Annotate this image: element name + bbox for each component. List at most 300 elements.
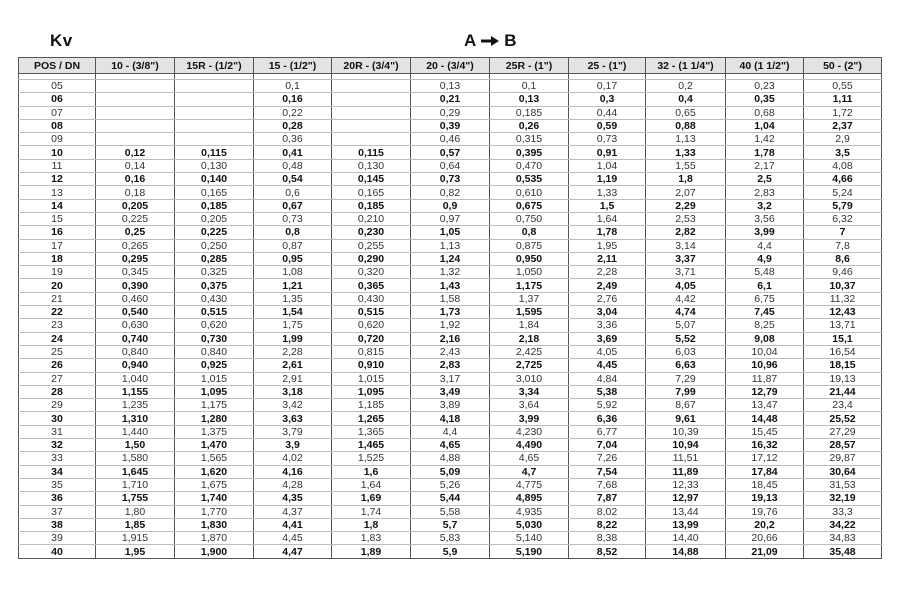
kv-value-cell: 31,53: [804, 478, 882, 491]
kv-value-cell: 0,365: [332, 279, 411, 292]
kv-value-cell: 5,07: [646, 319, 726, 332]
kv-value-cell: 11,32: [804, 292, 882, 305]
kv-value-cell: 0,41: [254, 146, 332, 159]
kv-value-cell: 16,54: [804, 345, 882, 358]
position-cell: 24: [19, 332, 96, 345]
kv-value-cell: 1,280: [175, 412, 254, 425]
kv-value-cell: 2,9: [804, 133, 882, 146]
kv-value-cell: 0,720: [332, 332, 411, 345]
kv-value-cell: 3,5: [804, 146, 882, 159]
kv-value-cell: 1,04: [726, 119, 804, 132]
column-header: 15 - (1/2"): [254, 58, 332, 74]
kv-value-cell: 0,840: [96, 345, 175, 358]
kv-value-cell: 7,04: [569, 439, 646, 452]
kv-value-cell: 4,88: [411, 452, 490, 465]
position-cell: 07: [19, 106, 96, 119]
kv-value-cell: 0,59: [569, 119, 646, 132]
kv-value-cell: 1,265: [332, 412, 411, 425]
kv-value-cell: 1,565: [175, 452, 254, 465]
position-cell: 40: [19, 545, 96, 558]
column-header: 15R - (1/2"): [175, 58, 254, 74]
position-cell: 14: [19, 199, 96, 212]
kv-value-cell: 9,08: [726, 332, 804, 345]
kv-value-cell: 0,130: [332, 159, 411, 172]
kv-value-cell: 0,95: [254, 252, 332, 265]
kv-value-cell: 5,92: [569, 399, 646, 412]
column-header: 25 - (1"): [569, 58, 646, 74]
kv-value-cell: 1,155: [96, 385, 175, 398]
kv-value-cell: [175, 80, 254, 93]
kv-value-cell: 1,05: [411, 226, 490, 239]
kv-value-cell: 0,185: [332, 199, 411, 212]
kv-value-cell: 0,230: [332, 226, 411, 239]
kv-value-cell: 2,11: [569, 252, 646, 265]
kv-value-cell: 0,165: [175, 186, 254, 199]
kv-value-cell: 4,66: [804, 173, 882, 186]
kv-value-cell: 1,095: [175, 385, 254, 398]
kv-value-cell: 3,9: [254, 439, 332, 452]
kv-value-cell: [175, 93, 254, 106]
kv-value-cell: 4,65: [411, 439, 490, 452]
kv-value-cell: 0,64: [411, 159, 490, 172]
kv-value-cell: 0,225: [175, 226, 254, 239]
kv-value-cell: 1,89: [332, 545, 411, 558]
kv-value-cell: [332, 106, 411, 119]
table-row: [19, 212, 882, 225]
kv-value-cell: 10,37: [804, 279, 882, 292]
kv-value-cell: 0,16: [96, 173, 175, 186]
kv-value-cell: 4,4: [726, 239, 804, 252]
kv-value-cell: 0,91: [569, 146, 646, 159]
column-header: 40 (1 1/2"): [726, 58, 804, 74]
position-cell: 26: [19, 359, 96, 372]
flow-direction-title: [464, 31, 517, 51]
kv-value-cell: 17,12: [726, 452, 804, 465]
kv-value-cell: 0,130: [175, 159, 254, 172]
table-row: [19, 492, 882, 505]
kv-value-cell: 5,83: [411, 532, 490, 545]
position-cell: 09: [19, 133, 96, 146]
column-header: 50 - (2"): [804, 58, 882, 74]
kv-value-cell: 3,17: [411, 372, 490, 385]
kv-value-cell: 0,48: [254, 159, 332, 172]
kv-value-cell: 19,13: [726, 492, 804, 505]
position-cell: 27: [19, 372, 96, 385]
kv-value-cell: 1,13: [411, 239, 490, 252]
kv-value-cell: 0,88: [646, 119, 726, 132]
kv-value-cell: 1,645: [96, 465, 175, 478]
kv-value-cell: 3,89: [411, 399, 490, 412]
kv-value-cell: 29,87: [804, 452, 882, 465]
kv-value-cell: 1,095: [332, 385, 411, 398]
kv-value-cell: 1,78: [569, 226, 646, 239]
position-cell: 15: [19, 212, 96, 225]
table-row: [19, 439, 882, 452]
kv-value-cell: 0,73: [411, 173, 490, 186]
kv-value-cell: 4,9: [726, 252, 804, 265]
kv-value-cell: 1,915: [96, 532, 175, 545]
table-row: [19, 266, 882, 279]
kv-value-cell: 0,28: [254, 119, 332, 132]
position-cell: 10: [19, 146, 96, 159]
kv-value-cell: 9,61: [646, 412, 726, 425]
table-row: [19, 532, 882, 545]
table-row: [19, 199, 882, 212]
kv-value-cell: 1,50: [96, 439, 175, 452]
kv-value-cell: 0,87: [254, 239, 332, 252]
kv-table: [18, 57, 882, 559]
kv-value-cell: 8,25: [726, 319, 804, 332]
kv-value-cell: 0,345: [96, 266, 175, 279]
kv-value-cell: 7,29: [646, 372, 726, 385]
kv-value-cell: 21,09: [726, 545, 804, 558]
kv-value-cell: 3,18: [254, 385, 332, 398]
kv-value-cell: 1,770: [175, 505, 254, 518]
kv-value-cell: 1,64: [569, 212, 646, 225]
kv-value-cell: 0,115: [332, 146, 411, 159]
kv-value-cell: 4,08: [804, 159, 882, 172]
kv-value-cell: 21,44: [804, 385, 882, 398]
kv-value-cell: 1,58: [411, 292, 490, 305]
kv-value-cell: 0,67: [254, 199, 332, 212]
kv-value-cell: 5,58: [411, 505, 490, 518]
kv-value-cell: 0,390: [96, 279, 175, 292]
kv-value-cell: 1,99: [254, 332, 332, 345]
kv-value-cell: 19,76: [726, 505, 804, 518]
table-row: [19, 399, 882, 412]
kv-value-cell: 18,15: [804, 359, 882, 372]
table-row: [19, 518, 882, 531]
kv-value-cell: 0,185: [175, 199, 254, 212]
kv-value-cell: 1,64: [332, 478, 411, 491]
kv-value-cell: 0,165: [332, 186, 411, 199]
table-row: [19, 173, 882, 186]
kv-value-cell: 0,950: [490, 252, 569, 265]
kv-value-cell: 1,235: [96, 399, 175, 412]
kv-value-cell: 0,17: [569, 80, 646, 93]
kv-value-cell: 0,12: [96, 146, 175, 159]
table-row: [19, 478, 882, 491]
kv-value-cell: 0,36: [254, 133, 332, 146]
kv-value-cell: 2,725: [490, 359, 569, 372]
kv-value-cell: 20,66: [726, 532, 804, 545]
kv-value-cell: 5,24: [804, 186, 882, 199]
column-header: 20R - (3/4"): [332, 58, 411, 74]
table-row: [19, 465, 882, 478]
kv-value-cell: 2,17: [726, 159, 804, 172]
kv-value-cell: 12,33: [646, 478, 726, 491]
kv-value-cell: 7,26: [569, 452, 646, 465]
kv-value-cell: 4,775: [490, 478, 569, 491]
kv-value-cell: 1,365: [332, 425, 411, 438]
kv-value-cell: 0,630: [96, 319, 175, 332]
position-cell: 25: [19, 345, 96, 358]
kv-value-cell: 6,1: [726, 279, 804, 292]
kv-value-cell: 13,99: [646, 518, 726, 531]
kv-value-cell: 5,44: [411, 492, 490, 505]
kv-value-cell: 1,050: [490, 266, 569, 279]
kv-value-cell: 35,48: [804, 545, 882, 558]
kv-value-cell: 4,18: [411, 412, 490, 425]
kv-value-cell: 3,010: [490, 372, 569, 385]
position-cell: 17: [19, 239, 96, 252]
kv-value-cell: 3,99: [490, 412, 569, 425]
kv-value-cell: 3,37: [646, 252, 726, 265]
kv-value-cell: 0,740: [96, 332, 175, 345]
kv-value-cell: [175, 133, 254, 146]
kv-value-cell: 5,48: [726, 266, 804, 279]
kv-value-cell: 1,440: [96, 425, 175, 438]
kv-value-cell: 2,76: [569, 292, 646, 305]
kv-value-cell: 1,95: [96, 545, 175, 558]
kv-value-cell: 4,41: [254, 518, 332, 531]
kv-value-cell: 3,34: [490, 385, 569, 398]
kv-value-cell: 1,33: [646, 146, 726, 159]
table-row: [19, 319, 882, 332]
kv-value-cell: 4,02: [254, 452, 332, 465]
kv-value-cell: 0,13: [411, 80, 490, 93]
kv-value-cell: 1,015: [175, 372, 254, 385]
kv-value-cell: 1,755: [96, 492, 175, 505]
kv-value-cell: 2,16: [411, 332, 490, 345]
kv-value-cell: 0,540: [96, 306, 175, 319]
kv-value-cell: 11,89: [646, 465, 726, 478]
kv-value-cell: 0,535: [490, 173, 569, 186]
kv-value-cell: 0,430: [332, 292, 411, 305]
position-cell: 13: [19, 186, 96, 199]
kv-value-cell: [96, 80, 175, 93]
kv-value-cell: 1,175: [490, 279, 569, 292]
kv-value-cell: 5,38: [569, 385, 646, 398]
position-cell: 39: [19, 532, 96, 545]
kv-title: Kv: [50, 31, 73, 50]
kv-value-cell: [96, 133, 175, 146]
table-row: [19, 186, 882, 199]
kv-value-cell: 0,8: [490, 226, 569, 239]
kv-value-cell: 2,83: [726, 186, 804, 199]
kv-value-cell: 0,22: [254, 106, 332, 119]
kv-value-cell: 0,46: [411, 133, 490, 146]
kv-value-cell: 6,03: [646, 345, 726, 358]
kv-value-cell: 1,95: [569, 239, 646, 252]
position-cell: 11: [19, 159, 96, 172]
kv-value-cell: 2,5: [726, 173, 804, 186]
position-cell: 19: [19, 266, 96, 279]
table-row: [19, 345, 882, 358]
kv-value-cell: 12,43: [804, 306, 882, 319]
table-row: [19, 239, 882, 252]
position-cell: 16: [19, 226, 96, 239]
kv-value-cell: 1,32: [411, 266, 490, 279]
kv-value-cell: 1,72: [804, 106, 882, 119]
kv-value-cell: 0,515: [175, 306, 254, 319]
kv-value-cell: 2,28: [254, 345, 332, 358]
position-cell: 35: [19, 478, 96, 491]
position-cell: 20: [19, 279, 96, 292]
kv-value-cell: 11,87: [726, 372, 804, 385]
position-cell: 12: [19, 173, 96, 186]
kv-value-cell: 25,52: [804, 412, 882, 425]
table-row: [19, 425, 882, 438]
kv-value-cell: 1,11: [804, 93, 882, 106]
kv-value-cell: 0,925: [175, 359, 254, 372]
kv-value-cell: 1,43: [411, 279, 490, 292]
kv-value-cell: 3,64: [490, 399, 569, 412]
kv-value-cell: 0,14: [96, 159, 175, 172]
kv-value-cell: 4,4: [411, 425, 490, 438]
kv-value-cell: 23,4: [804, 399, 882, 412]
kv-value-cell: 0,265: [96, 239, 175, 252]
kv-value-cell: 14,88: [646, 545, 726, 558]
kv-value-cell: 10,39: [646, 425, 726, 438]
kv-value-cell: 5,26: [411, 478, 490, 491]
kv-value-cell: [96, 93, 175, 106]
table-row: [19, 452, 882, 465]
table-row: [19, 505, 882, 518]
kv-value-cell: 28,57: [804, 439, 882, 452]
kv-value-cell: 11,51: [646, 452, 726, 465]
kv-value-cell: 7,99: [646, 385, 726, 398]
kv-value-cell: 0,285: [175, 252, 254, 265]
kv-value-cell: 4,74: [646, 306, 726, 319]
kv-value-cell: 12,97: [646, 492, 726, 505]
kv-value-cell: 14,48: [726, 412, 804, 425]
kv-value-cell: 3,2: [726, 199, 804, 212]
kv-value-cell: 0,290: [332, 252, 411, 265]
kv-value-cell: 0,29: [411, 106, 490, 119]
kv-value-cell: 30,64: [804, 465, 882, 478]
kv-value-cell: 5,7: [411, 518, 490, 531]
kv-value-cell: 33,3: [804, 505, 882, 518]
kv-value-cell: 0,315: [490, 133, 569, 146]
table-row: [19, 119, 882, 132]
kv-value-cell: 4,935: [490, 505, 569, 518]
kv-value-cell: 0,460: [96, 292, 175, 305]
kv-value-cell: [96, 106, 175, 119]
kv-value-cell: 3,69: [569, 332, 646, 345]
kv-value-cell: 4,45: [569, 359, 646, 372]
kv-value-cell: 14,40: [646, 532, 726, 545]
table-row: [19, 133, 882, 146]
table-row: [19, 372, 882, 385]
kv-value-cell: 7,45: [726, 306, 804, 319]
kv-value-cell: 0,205: [175, 212, 254, 225]
kv-value-cell: 1,21: [254, 279, 332, 292]
kv-value-cell: 1,375: [175, 425, 254, 438]
kv-value-cell: 6,36: [569, 412, 646, 425]
kv-value-cell: 3,42: [254, 399, 332, 412]
position-cell: 22: [19, 306, 96, 319]
kv-value-cell: 13,71: [804, 319, 882, 332]
kv-value-cell: 32,19: [804, 492, 882, 505]
table-row: [19, 279, 882, 292]
table-row: [19, 252, 882, 265]
kv-value-cell: 2,18: [490, 332, 569, 345]
kv-value-cell: 4,37: [254, 505, 332, 518]
kv-value-cell: 20,2: [726, 518, 804, 531]
kv-value-cell: 1,04: [569, 159, 646, 172]
kv-value-cell: 15,1: [804, 332, 882, 345]
kv-value-cell: 7,54: [569, 465, 646, 478]
kv-value-cell: 1,24: [411, 252, 490, 265]
kv-value-cell: 5,79: [804, 199, 882, 212]
kv-value-cell: 10,94: [646, 439, 726, 452]
kv-value-cell: 0,35: [726, 93, 804, 106]
kv-value-cell: 0,18: [96, 186, 175, 199]
kv-value-cell: 1,75: [254, 319, 332, 332]
kv-value-cell: 1,69: [332, 492, 411, 505]
position-cell: 37: [19, 505, 96, 518]
kv-value-cell: 0,430: [175, 292, 254, 305]
kv-value-cell: 1,73: [411, 306, 490, 319]
kv-value-cell: 0,840: [175, 345, 254, 358]
kv-value-cell: 4,16: [254, 465, 332, 478]
kv-value-cell: 0,26: [490, 119, 569, 132]
column-header: 32 - (1 1/4"): [646, 58, 726, 74]
kv-value-cell: 3,14: [646, 239, 726, 252]
table-row: [19, 385, 882, 398]
kv-value-cell: 1,35: [254, 292, 332, 305]
kv-value-cell: 0,620: [332, 319, 411, 332]
kv-value-cell: 0,210: [332, 212, 411, 225]
kv-value-cell: 1,8: [332, 518, 411, 531]
kv-value-cell: 1,620: [175, 465, 254, 478]
kv-value-cell: 2,425: [490, 345, 569, 358]
kv-value-cell: 3,71: [646, 266, 726, 279]
kv-value-cell: 4,84: [569, 372, 646, 385]
kv-value-cell: 0,16: [254, 93, 332, 106]
kv-value-cell: 0,21: [411, 93, 490, 106]
kv-value-cell: 0,375: [175, 279, 254, 292]
position-cell: 34: [19, 465, 96, 478]
kv-value-cell: 3,04: [569, 306, 646, 319]
kv-value-cell: 1,78: [726, 146, 804, 159]
kv-value-cell: 15,45: [726, 425, 804, 438]
position-cell: 38: [19, 518, 96, 531]
kv-value-cell: 6,63: [646, 359, 726, 372]
kv-value-cell: 12,79: [726, 385, 804, 398]
position-cell: 31: [19, 425, 96, 438]
kv-value-cell: 0,44: [569, 106, 646, 119]
kv-value-cell: 0,65: [646, 106, 726, 119]
kv-value-cell: [332, 133, 411, 146]
kv-value-cell: [96, 119, 175, 132]
kv-value-cell: 0,320: [332, 266, 411, 279]
kv-value-cell: 0,8: [254, 226, 332, 239]
table-row: [19, 93, 882, 106]
kv-value-cell: 0,145: [332, 173, 411, 186]
kv-value-cell: 1,08: [254, 266, 332, 279]
kv-value-cell: 1,37: [490, 292, 569, 305]
kv-value-cell: 2,29: [646, 199, 726, 212]
kv-value-cell: 4,490: [490, 439, 569, 452]
position-cell: 28: [19, 385, 96, 398]
kv-value-cell: 0,610: [490, 186, 569, 199]
kv-value-cell: 4,47: [254, 545, 332, 558]
kv-value-cell: 0,1: [254, 80, 332, 93]
kv-value-cell: 0,940: [96, 359, 175, 372]
kv-value-cell: 0,225: [96, 212, 175, 225]
kv-value-cell: 0,68: [726, 106, 804, 119]
kv-value-cell: 34,83: [804, 532, 882, 545]
kv-value-cell: 7: [804, 226, 882, 239]
kv-value-cell: 2,37: [804, 119, 882, 132]
kv-value-cell: 1,85: [96, 518, 175, 531]
kv-value-cell: 0,875: [490, 239, 569, 252]
kv-value-cell: 5,140: [490, 532, 569, 545]
kv-value-cell: 0,2: [646, 80, 726, 93]
kv-value-cell: 5,190: [490, 545, 569, 558]
